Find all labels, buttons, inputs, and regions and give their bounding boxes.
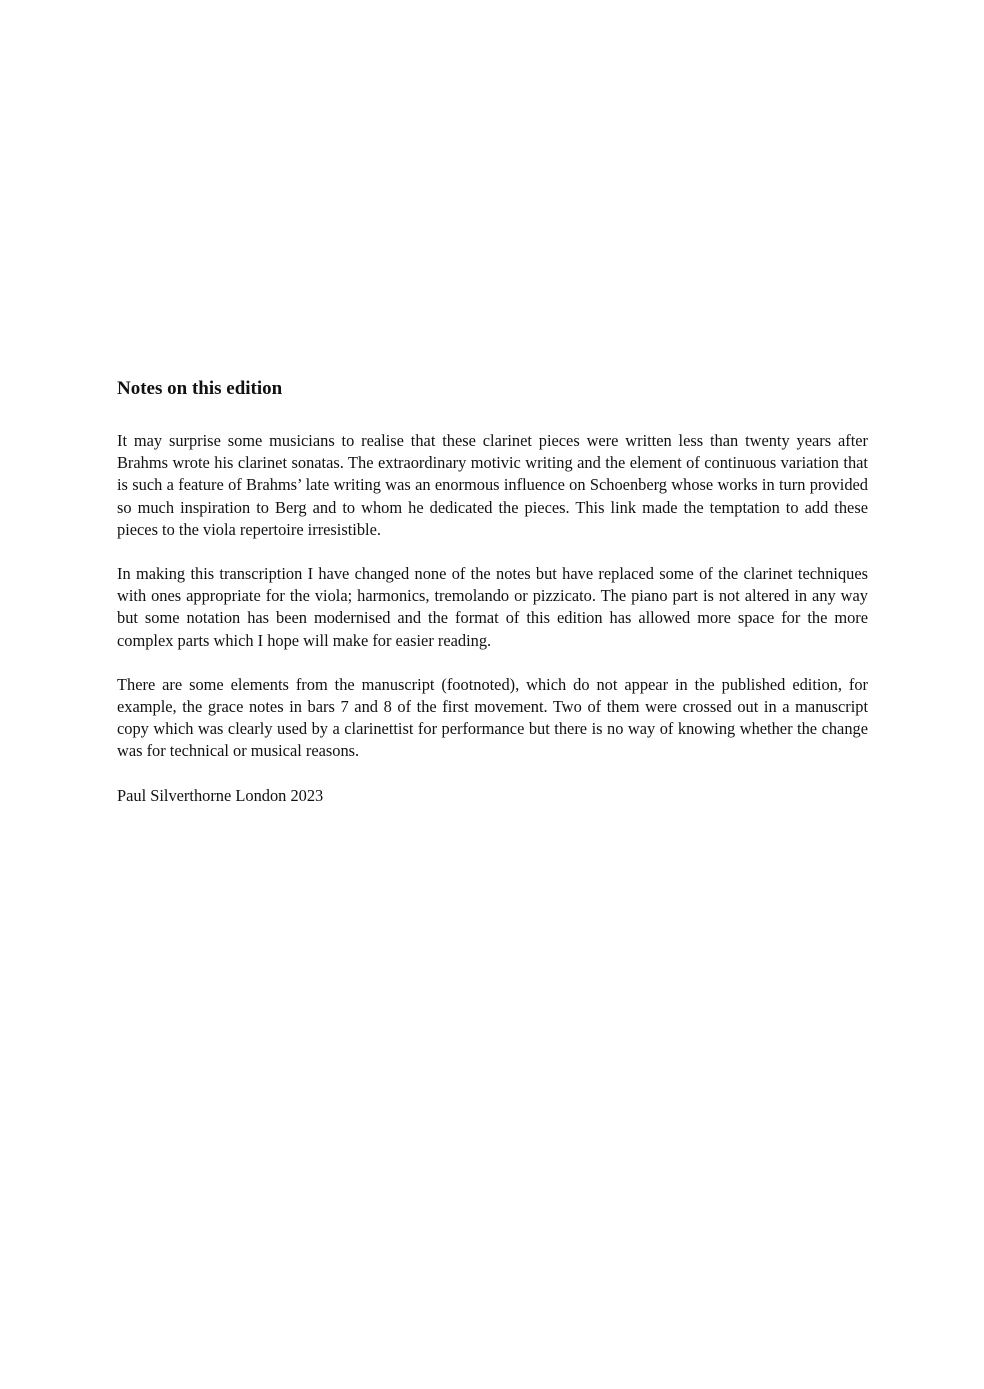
paragraph-manuscript: There are some elements from the manuscript (footnoted), which do not appear in the published edition, for example, the grace notes in bars 7 and 8 of the first movement. Two of them were crossed out in a manuscript copy which was clearly used by a clarinettist for performance but there is no way of knowing whether the change was for technical or musical reasons. bbox=[117, 674, 868, 761]
document-heading: Notes on this edition bbox=[117, 378, 283, 399]
document-body bbox=[117, 376, 868, 807]
author-signature: Paul Silverthorne London 2023 bbox=[117, 785, 324, 805]
paragraph-intro: It may surprise some musicians to realise that these clarinet pieces were written less than twenty years after Brahms wrote his clarinet sonatas. The extraordinary motivic writing and the element of continuous variation that is such a feature of Brahms’ late writing was an enormous influence on Schoenberg whose works in turn provided so much inspiration to Berg and to whom he dedicated the pieces. This link made the temptation to add these pieces to the viola repertoire irresistible. bbox=[117, 431, 868, 539]
paragraph-transcription: In making this transcription I have changed none of the notes but have replaced some of the clarinet techniques with ones appropriate for the viola; harmonics, tremolando or pizzicato. The piano part is not altered in any way but some notation has been modernised and the format of this edition has allowed more space for the more complex parts which I hope will make for easier reading. bbox=[117, 564, 868, 650]
